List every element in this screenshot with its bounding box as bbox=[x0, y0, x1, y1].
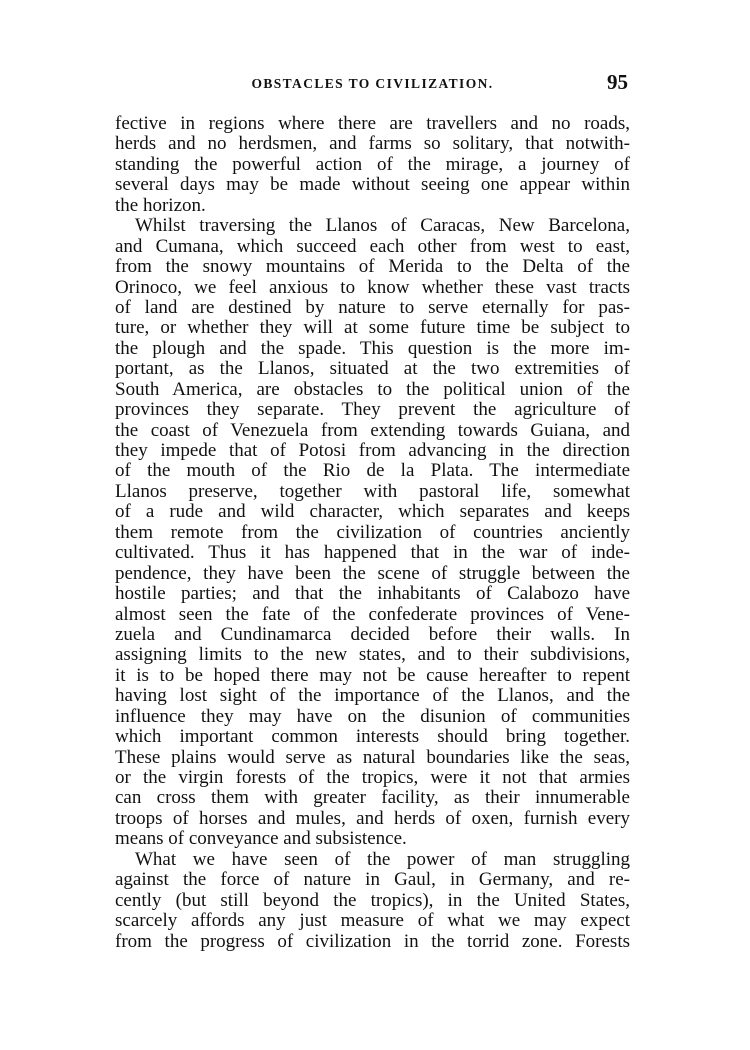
page-number: 95 bbox=[607, 70, 628, 94]
text-line: almost seen the fate of the confederate provinces of Vene- bbox=[115, 603, 630, 625]
text-line: assigning limits to the new states, and to their subdivisions, bbox=[115, 644, 630, 666]
text-line: hostile parties; and that the inhabitants of Calabozo have bbox=[115, 583, 630, 605]
text-line: fective in regions where there are travellers and no roads, bbox=[115, 113, 630, 134]
text-line: of the mouth of the Rio de la Plata. The intermediate bbox=[115, 460, 630, 482]
text-line: pendence, they have been the scene of struggle between the bbox=[115, 562, 630, 584]
text-line: them remote from the civilization of countries anciently bbox=[115, 521, 630, 543]
text-line: troops of horses and mules, and herds of oxen, furnish every bbox=[115, 807, 630, 829]
text-line: having lost sight of the importance of the Llanos, and the bbox=[115, 685, 630, 707]
text-line: the plough and the spade. This question is the more im- bbox=[115, 337, 630, 359]
text-line: Orinoco, we feel anxious to know whether these vast tracts bbox=[115, 276, 630, 298]
text-line: ture, or whether they will at some future time be subject to bbox=[115, 317, 630, 339]
text-line: of a rude and wild character, which separates and keeps bbox=[115, 501, 630, 523]
text-line: from the progress of civilization in the torrid zone. Forests bbox=[115, 930, 630, 952]
text-line: means of conveyance and subsistence. bbox=[115, 828, 407, 850]
text-line: several days may be made without seeing one appear within bbox=[115, 174, 630, 196]
text-line: of land are destined by nature to serve eternally for pas- bbox=[115, 296, 630, 318]
text-line: South America, are obstacles to the political union of the bbox=[115, 378, 630, 400]
text-line: herds and no herdsmen, and farms so solitary, that notwith- bbox=[115, 133, 630, 155]
text-line: standing the powerful action of the mirage, a journey of bbox=[115, 153, 630, 175]
text-line: zuela and Cundinamarca decided before their walls. In bbox=[115, 623, 630, 645]
text-line: provinces they separate. They prevent the agriculture of bbox=[115, 399, 630, 421]
text-line: influence they may have on the disunion of communities bbox=[115, 705, 630, 727]
text-line: cently (but still beyond the tropics), in the United States, bbox=[115, 889, 630, 911]
text-line: can cross them with greater facility, as their innumerable bbox=[115, 787, 630, 809]
text-line: Llanos preserve, together with pastoral life, somewhat bbox=[115, 480, 630, 502]
text-line: it is to be hoped there may not be cause hereafter to repent bbox=[115, 664, 630, 686]
running-title: OBSTACLES TO CIVILIZATION. bbox=[251, 76, 494, 91]
text-line: which important common interests should bring together. bbox=[115, 726, 630, 748]
text-line: Whilst traversing the Llanos of Caracas, New Barcelona, bbox=[135, 215, 630, 237]
text-line: against the force of nature in Gaul, in Germany, and re- bbox=[115, 869, 630, 891]
text-line: These plains would serve as natural boundaries like the seas, bbox=[115, 746, 630, 768]
text-line: the horizon. bbox=[115, 194, 206, 216]
text-line: cultivated. Thus it has happened that in the war of inde- bbox=[115, 542, 630, 564]
text-line: scarcely affords any just measure of what we may expect bbox=[115, 910, 630, 932]
text-line: What we have seen of the power of man struggling bbox=[135, 848, 630, 870]
body-text bbox=[115, 114, 630, 952]
text-line: they impede that of Potosi from advancing in the direction bbox=[115, 440, 630, 461]
text-line: from the snowy mountains of Merida to the Delta of the bbox=[115, 256, 630, 278]
text-line: or the virgin forests of the tropics, were it not that armies bbox=[115, 767, 630, 788]
running-head bbox=[115, 72, 630, 96]
text-line: and Cumana, which succeed each other from west to east, bbox=[115, 235, 630, 257]
text-line: the coast of Venezuela from extending towards Guiana, and bbox=[115, 419, 630, 441]
text-line: portant, as the Llanos, situated at the two extremities of bbox=[115, 358, 630, 380]
